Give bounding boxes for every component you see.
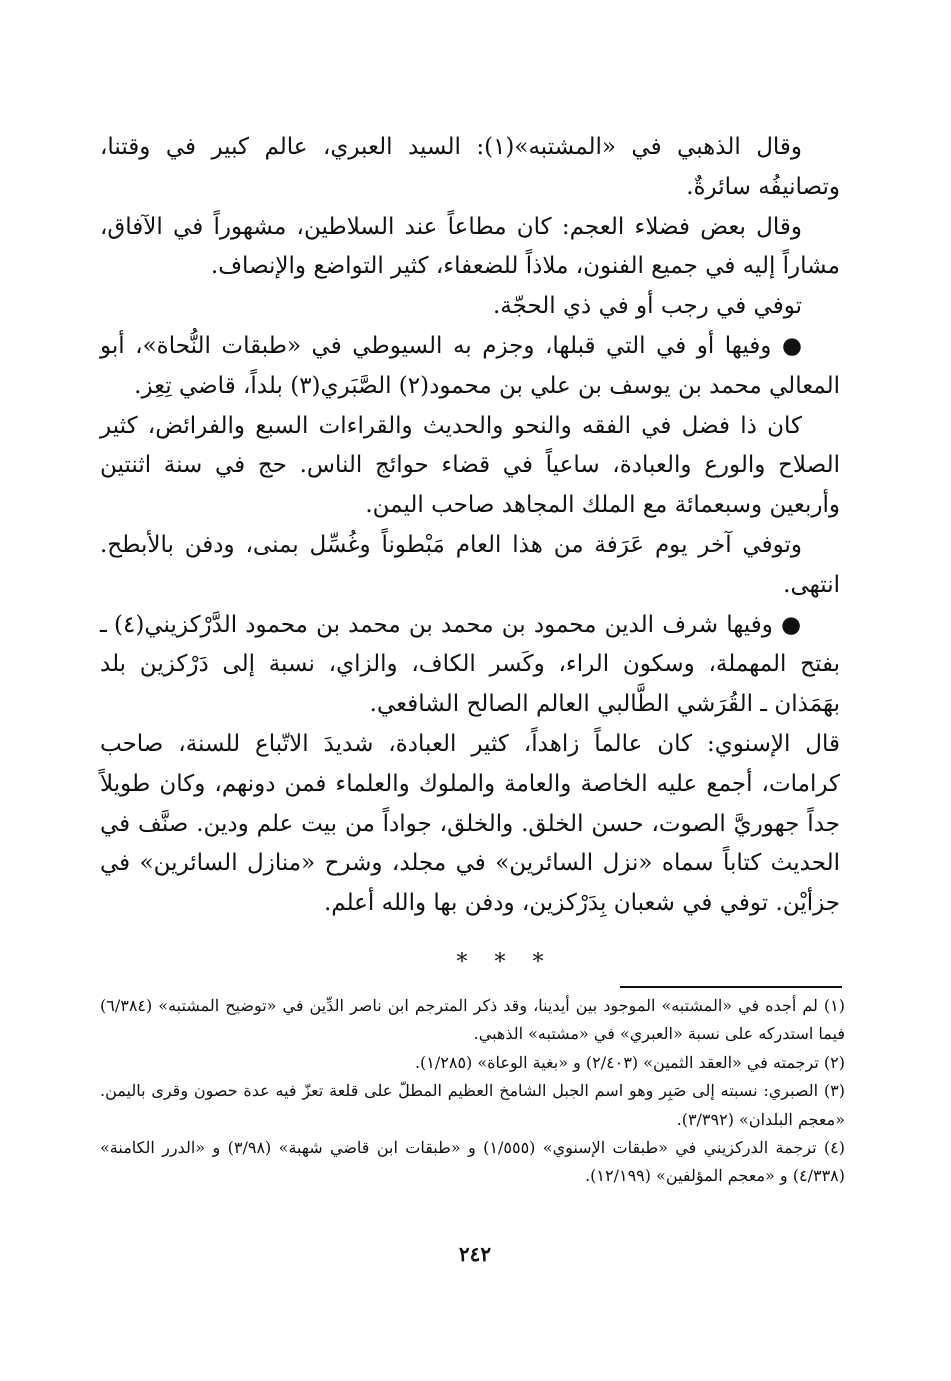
section-separator: * * *	[456, 950, 554, 975]
paragraph-dhahabi-quote: وقال الذهبي في «المشتبه»(١): السيد العبري، عالم كبير في وقتنا، وتصانيفُه سائرةٌ.	[100, 134, 840, 200]
main-text	[100, 128, 840, 924]
paragraph-isnawi-quote: قال الإسنوي: كان عالماً زاهداً، كثير العبادة، شديدَ الاتّباع للسنة، صاحب كرامات، أجمع عليه الخاصة والعامة والملوك والعلماء فمن دونهم، وكان طويلاً جداً جهوريَّ الصوت، حسن الخلق. والخلق، جواداً من بيت علم ودين. صنَّف في الحديث كتاباً سماه «نزل السائرين» في مجلد، وشرح «منازل السائرين» في جزأيْن. توفي في شعبان بِدَرْكزين، ودفن بها والله أعلم.	[100, 730, 840, 917]
footnote-3: (٣) الصبري: نسبته إلى صَبِر وهو اسم الجبل الشامخ العظيم المطلّ على قلعة تعزّ فيه عدة حصون وقرى باليمن. «معجم البلدان» (٣/٣٩٢).	[100, 1081, 845, 1129]
paragraph-sabari-entry: ● وفيها أو في التي قبلها، وجزم به السيوطي في «طبقات النُّحاة»، أبو المعالي محمد بن يوسف بن علي بن محمود(٢) الصَّبَري(٣) بلداً، قاضي تِعِز.	[100, 332, 840, 399]
paragraph-sabari-death: وتوفي آخر يوم عَرَفة من هذا العام مَبْطوناً وغُسِّل بمنى، ودفن بالأبطح. انتهى.	[100, 531, 840, 598]
footnote-1: (١) لم أجده في «المشتبه» الموجود بين أيدينا، وقد ذكر المترجم ابن ناصر الدِّين في «توضيح المشتبه» (٦/٣٨٤) فيما استدركه على نسبة «العبري» في «مشتبه» الذهبي.	[100, 996, 845, 1044]
paragraph-darkazini-entry: ● وفيها شرف الدين محمود بن محمد بن محمد بن محمود الدَّرْكزيني(٤) ـ بفتح المهملة، وسكون الراء، وكَسر الكاف، والزاي، نسبة إلى دَرْكزين بلد بهَمَذان ـ القُرَشي الطَّالبي العالم الصالح الشافعي.	[100, 611, 840, 718]
paragraph-death-date: توفي في رجب أو في ذي الحجّة.	[492, 293, 802, 320]
footnotes	[100, 992, 845, 1191]
page-number: ٢٤٢	[458, 1242, 492, 1266]
footnote-rule	[620, 986, 842, 988]
footnote-4: (٤) ترجمة الدركزيني في «طبقات الإسنوي» (١/٥٥٥) و «طبقات ابن قاضي شهبة» (٣/٩٨) و «الدرر الكامنة» (٤/٣٣٨) و «معجم المؤلفين» (١٢/١٩٩).	[100, 1138, 846, 1186]
paragraph-sabari-bio: كان ذا فضل في الفقه والنحو والحديث والقراءات السبع والفرائض، كثير الصلاح والورع والعبادة، ساعياً في قضاء حوائج الناس. حج في سنة اثنتين وأربعين وسبعمائة مع الملك المجاهد صاحب اليمن.	[100, 412, 840, 519]
paragraph-ajam-quote: وقال بعض فضلاء العجم: كان مطاعاً عند السلاطين، مشهوراً في الآفاق، مشاراً إليه في جميع الفنون، ملاذاً للضعفاء، كثير التواضع والإنصاف.	[100, 213, 840, 280]
footnote-2: (٢) ترجمته في «العقد الثمين» (٢/٤٠٣) و «بغية الوعاة» (١/٢٨٥).	[414, 1052, 845, 1072]
